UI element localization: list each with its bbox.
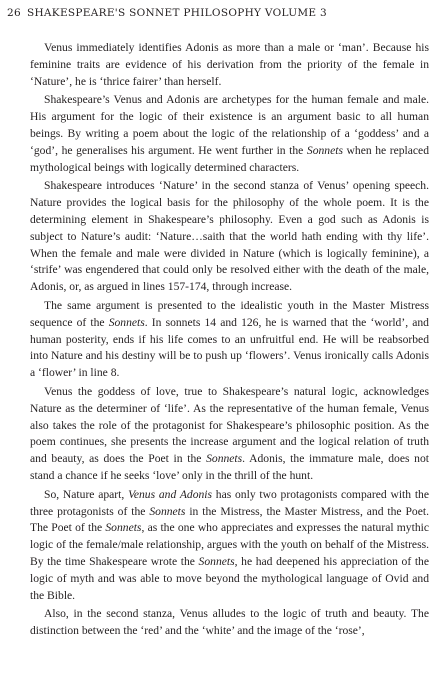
text-run: has only two protagonists compared with the three protagonists of the (30, 487, 429, 518)
paragraph (30, 606, 429, 640)
text-run: Shakespeare’s Venus and Adonis are archetypes for the human female and male. His argument for the logic of their existence is an argument basic to all human beings. By writing a poem about the logic of the relationship of a ‘goddess’ and a ‘god’, he generalises his argument. He went further in the (30, 93, 429, 157)
text-run: . In sonnets 14 and 126, he is warned that the ‘world’, and human posterity, ends if his life comes to an unfruitful end. He will be reabsorbed into Nature and his destiny will be to push up ‘flowers’. Venus ironically calls Adonis a ‘flower’ in line 8. (30, 315, 429, 380)
text-run: Shakespeare introduces ‘Nature’ in the second stanza of Venus’ opening speech. Nature provides the logical basis for the philosophy of the whole poem. It is the determining element in Shakespeare’s philosophy. Even a god such as Adonis is subject to Nature’s audit: ‘Nature…saith that the world hath ending with thy life’. When the female and male were divided in Nature (which is logically feminine), a ‘strife’ was engendered that could only be resolved either with the death of the male, Adonis, or, as argued in lines 157-174, through increase. (30, 179, 429, 294)
page-number: 26 (7, 7, 21, 19)
italic-title: Sonnets (198, 554, 235, 568)
text-run: Venus the goddess of love, true to Shakespeare’s natural logic, acknowledges Nature as the determiner of ‘life’. As the representative of the human female, Venus also takes the role of the protagonist for Shakespeare’s philosophic position. As the poem continues, she presents the increase argument and the logical relation of truth and beauty, as does the Poet in the (30, 384, 429, 466)
italic-title: Sonnets (149, 504, 186, 518)
text-run: when he replaced mythological beings with logically determined characters. (30, 143, 429, 174)
text-run: So, Nature apart, (44, 487, 129, 501)
text-run: . Adonis, the immature male, does not stand a chance if he seeks ‘love’ only in the thrill of the hunt. (30, 452, 429, 482)
paragraph (30, 40, 429, 90)
paragraph (30, 487, 429, 605)
text-run: The same argument is presented to the idealistic youth in the Master Mistress sequence of the (30, 298, 429, 329)
paragraph (30, 298, 429, 382)
text-run: in the Mistress, the Master Mistress, and the Poet. The Poet of the (30, 504, 429, 535)
italic-title: Sonnets (105, 521, 142, 535)
paragraph (30, 384, 429, 485)
running-header (7, 7, 433, 19)
italic-title: Sonnets (108, 315, 145, 329)
italic-title: Sonnets (206, 452, 243, 466)
body-text (30, 40, 429, 640)
italic-title: Sonnets (306, 143, 343, 157)
paragraph (30, 92, 429, 176)
text-run: Also, in the second stanza, Venus alludes to the logic of truth and beauty. The distinction between the ‘red’ and the ‘white’ and the image of the ‘rose’, (30, 607, 429, 638)
text-run: , he had deepened his appreciation of the logic of myth and was able to move beyond the mythological language of Ovid and the Bible. (30, 554, 429, 602)
running-title: SHAKESPEARE'S SONNET PHILOSOPHY VOLUME 3 (26, 7, 328, 19)
text-run: , as the one who appreciates and expresses the natural mythic logic of the female/male relationship, argues with the youth on behalf of the Mistress. By the time Shakespeare wrote the (30, 521, 429, 568)
text-run: Venus immediately identifies Adonis as more than a male or ‘man’. Because his feminine traits are evidence of his derivation from the priority of the female in ‘Nature’, he is ‘thrice fairer’ than herself. (30, 41, 429, 88)
paragraph (30, 178, 429, 296)
italic-title: Venus and Adonis (128, 487, 213, 501)
